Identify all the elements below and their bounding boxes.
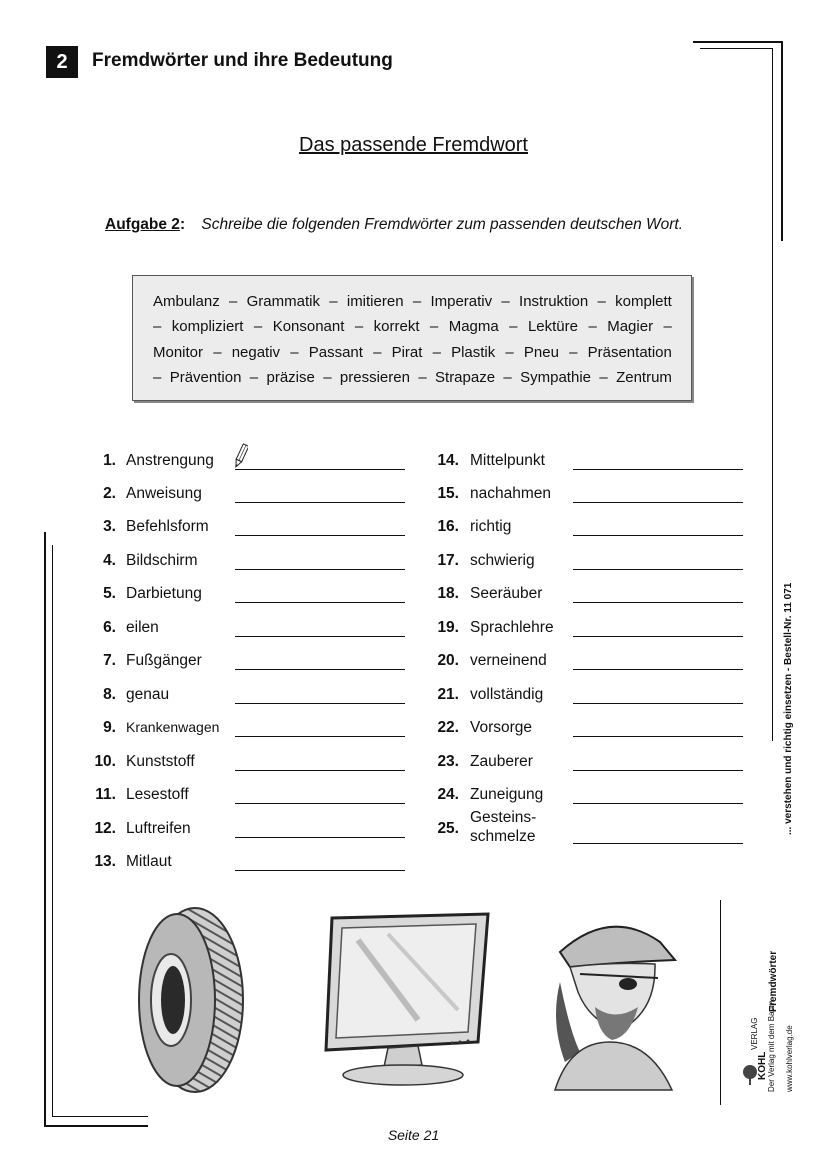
frame-top-right-h2 — [700, 48, 773, 49]
word-separator: – — [323, 368, 332, 386]
exercise-number: 23. — [437, 753, 459, 770]
word-bank-term: Magma — [448, 318, 499, 336]
exercise-item — [0, 786, 827, 812]
exercise-item — [0, 652, 827, 678]
word-bank-term: Zentrum — [616, 368, 672, 386]
exercise-number: 7. — [103, 652, 116, 669]
word-bank-line — [153, 365, 672, 390]
exercise-word: Befehlsform — [126, 518, 209, 535]
exercise-word: Fußgänger — [126, 652, 202, 669]
word-bank-line — [153, 314, 672, 339]
word-separator: – — [509, 318, 518, 336]
exercise-word: Darbietung — [126, 585, 202, 602]
exercise-word: Luftreifen — [126, 820, 191, 837]
exercise-word: genau — [126, 686, 170, 703]
exercise-number: 4. — [103, 552, 116, 569]
monitor-picture — [318, 910, 493, 1090]
answer-line[interactable] — [573, 535, 743, 536]
answer-line[interactable] — [573, 843, 743, 844]
exercise-word: Anweisung — [126, 485, 202, 502]
task-instruction — [105, 216, 683, 234]
tree-logo-icon — [741, 1064, 759, 1086]
answer-line[interactable] — [573, 669, 743, 670]
exercise-number: 8. — [103, 686, 116, 703]
chapter-number-badge: 2 — [46, 46, 78, 78]
page-number: Seite 21 — [387, 1127, 440, 1143]
word-separator: – — [153, 368, 162, 386]
tire-picture — [125, 905, 245, 1095]
exercise-item — [0, 753, 827, 779]
page-title: Das passende Fremdwort — [299, 134, 528, 156]
word-bank-term: Magier — [607, 318, 654, 336]
word-separator: – — [228, 293, 238, 310]
exercise-item — [0, 585, 827, 611]
word-separator: – — [354, 318, 364, 336]
exercise-number: 16. — [437, 518, 459, 535]
exercise-word: eilen — [126, 619, 159, 636]
book-title: Fremdwörter — [768, 950, 779, 1012]
word-separator: – — [253, 318, 263, 336]
answer-line[interactable] — [573, 770, 743, 771]
exercise-item — [0, 619, 827, 645]
word-bank-term: Grammatik — [246, 293, 320, 310]
exercise-number: 18. — [437, 585, 459, 602]
word-bank-term: korrekt — [373, 318, 420, 336]
word-bank-term: Lektüre — [527, 318, 578, 336]
word-separator: – — [153, 318, 162, 336]
word-bank-term: Plastik — [451, 343, 496, 361]
word-bank-term: Strapaze — [435, 368, 496, 386]
word-separator: – — [569, 343, 578, 361]
word-separator: – — [213, 343, 222, 361]
word-separator: – — [505, 343, 514, 361]
answer-line[interactable] — [573, 502, 743, 503]
answer-line[interactable] — [573, 803, 743, 804]
exercise-word: Mitlaut — [126, 853, 172, 870]
word-bank-term: negativ — [231, 343, 281, 361]
exercise-word: schwierig — [470, 552, 535, 569]
exercise-word: verneinend — [470, 652, 547, 669]
exercise-word: Lesestoff — [126, 786, 189, 803]
answer-line[interactable] — [573, 636, 743, 637]
frame-bottom-left-h2 — [52, 1116, 148, 1117]
exercise-number: 12. — [94, 820, 116, 837]
task-text: Schreibe die folgenden Fremdwörter zum passenden deutschen Wort. — [201, 216, 684, 233]
word-bank-line — [153, 340, 672, 365]
exercise-number: 13. — [94, 853, 116, 870]
word-bank-term: Präsentation — [587, 343, 672, 361]
word-separator: – — [503, 368, 512, 386]
frame-top-right-h1 — [693, 41, 783, 43]
subtitle-text: ... verstehen und richtig einsetzen — [783, 673, 794, 835]
word-bank-term: Imperativ — [430, 293, 493, 310]
exercise-item — [0, 485, 827, 511]
exercise-number: 11. — [95, 786, 116, 803]
exercise-item — [0, 853, 827, 879]
exercise-word: Bildschirm — [126, 552, 198, 569]
exercise-word: Sprachlehre — [470, 619, 554, 636]
publisher-slogan: Der Verlag mit dem Baum — [767, 1000, 776, 1092]
word-separator: – — [597, 293, 606, 310]
exercise-number: 15. — [437, 485, 459, 502]
word-bank-term: Instruktion — [519, 293, 589, 310]
exercise-number: 1. — [103, 452, 116, 469]
word-separator: – — [429, 318, 439, 336]
word-separator: – — [432, 343, 441, 361]
exercise-number: 6. — [103, 619, 116, 636]
word-separator: – — [663, 318, 672, 336]
word-bank-term: Prävention — [169, 368, 242, 386]
word-bank-term: Ambulanz — [153, 293, 220, 310]
exercise-item — [0, 719, 827, 745]
exercise-word: Seeräuber — [470, 585, 543, 602]
word-separator: – — [373, 343, 382, 361]
exercise-number: 17. — [437, 552, 459, 569]
publisher-tag: VERLAG — [750, 1017, 759, 1050]
exercise-number: 2. — [103, 485, 116, 502]
exercise-word: richtig — [470, 518, 512, 535]
exercise-word: Vorsorge — [470, 719, 533, 736]
word-separator: – — [249, 368, 259, 386]
exercise-number: 24. — [437, 786, 459, 803]
word-bank-term: Konsonant — [272, 318, 345, 336]
exercise-word: Anstrengung — [126, 452, 214, 469]
exercise-word: Kunststoff — [126, 753, 195, 770]
exercise-word: nachahmen — [470, 485, 552, 502]
exercise-number: 14. — [437, 452, 459, 469]
exercise-number: 25. — [437, 820, 459, 837]
task-colon: : — [179, 216, 186, 233]
word-bank-term: Pirat — [391, 343, 423, 361]
exercise-number: 19. — [437, 619, 459, 636]
answer-line[interactable] — [573, 469, 743, 470]
exercise-word: Krankenwagen — [126, 719, 220, 735]
word-separator: – — [599, 368, 608, 386]
exercise-number: 3. — [103, 518, 116, 535]
answer-line[interactable] — [573, 602, 743, 603]
word-bank-term: kompliziert — [171, 318, 244, 336]
word-bank-term: Passant — [308, 343, 363, 361]
word-separator: – — [290, 343, 299, 361]
exercise-word: Mittelpunkt — [470, 452, 545, 469]
exercise-number: 9. — [103, 719, 116, 736]
word-bank-term: pressieren — [339, 368, 410, 386]
word-bank-line — [153, 289, 672, 314]
answer-line[interactable] — [573, 569, 743, 570]
word-separator: – — [329, 293, 338, 310]
word-bank-term: präzise — [266, 368, 315, 386]
exercise-item — [0, 518, 827, 544]
word-bank-term: Pneu — [523, 343, 559, 361]
exercise-item — [0, 809, 827, 846]
exercise-number: 22. — [437, 719, 459, 736]
exercise-number: 5. — [103, 585, 116, 602]
exercise-word-line1: Gesteins- — [470, 809, 537, 826]
exercise-item — [0, 452, 827, 478]
word-separator: – — [588, 318, 597, 336]
order-number-text: Bestell-Nr. 11 071 — [783, 582, 794, 665]
word-separator: – — [412, 293, 422, 310]
exercise-number: 10. — [94, 753, 116, 770]
word-separator: – — [418, 368, 427, 386]
exercise-word — [470, 808, 536, 846]
word-bank-box — [132, 275, 692, 401]
word-bank-term: Monitor — [153, 343, 204, 361]
word-bank-term: komplett — [615, 293, 672, 310]
order-number — [783, 583, 794, 835]
exercise-word: Zauberer — [470, 753, 533, 770]
publisher-logo-text: KOHL — [757, 1051, 768, 1080]
sidebar-separator: - — [783, 667, 794, 672]
sidebar-divider — [720, 900, 721, 1105]
answer-line[interactable] — [235, 870, 405, 871]
exercise-item — [0, 686, 827, 712]
exercise-number: 20. — [437, 652, 459, 669]
task-label: Aufgabe 2 — [105, 216, 180, 233]
exercise-number: 21. — [437, 686, 459, 703]
website: www.kohlverlag.de — [785, 1025, 794, 1092]
word-bank-term: Sympathie — [520, 368, 591, 386]
exercise-word-line2: schmelze — [470, 828, 536, 845]
word-bank-term: imitieren — [346, 293, 404, 310]
word-separator: – — [501, 293, 510, 310]
exercise-word: vollständig — [470, 686, 544, 703]
chapter-title: Fremdwörter und ihre Bedeutung — [92, 50, 393, 71]
answer-line[interactable] — [573, 736, 743, 737]
answer-line[interactable] — [573, 703, 743, 704]
exercise-item — [0, 552, 827, 578]
pirate-picture — [550, 912, 680, 1092]
exercise-word: Zuneigung — [470, 786, 544, 803]
